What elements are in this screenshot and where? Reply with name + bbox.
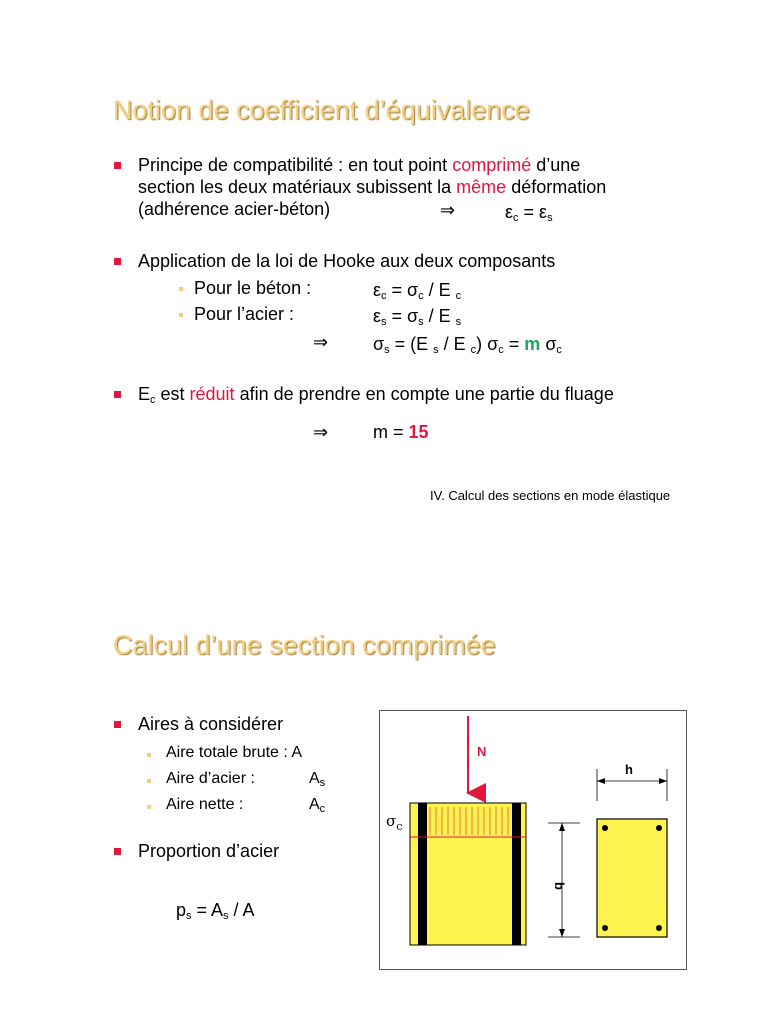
bullet1-line2: section les deux matériaux subissent la même déformation	[138, 177, 607, 197]
rebar-dot	[656, 825, 662, 831]
equation-m: $\sigma_s = (E$ $_s$ / E $_c$) $\sigma_c = m$ $\sigma_c$	[373, 334, 562, 356]
dimension-b-label: b	[552, 882, 567, 890]
slide2-bullet1: Aires à considérer	[138, 714, 284, 734]
m-value: 15	[408, 422, 429, 442]
implies-symbol: ⇒	[313, 332, 329, 352]
aire-nette-symbol: $A_c$	[309, 796, 326, 815]
column-elevation	[410, 803, 526, 945]
sub2-label: Pour l’acier :	[194, 304, 295, 324]
m-value-line: m = 15	[373, 422, 429, 442]
aire-totale: Aire totale brute : A	[166, 744, 303, 761]
aire-nette-label: Aire nette :	[166, 796, 244, 813]
bullet1-line1: Principe de compatibilité : en tout point comprimé d’une	[138, 155, 581, 175]
aire-acier-symbol: $A_s$	[309, 770, 326, 789]
column-diagram	[380, 711, 686, 969]
bullet2-text: Application de la loi de Hooke aux deux composants	[138, 251, 556, 271]
rebar-dot	[656, 925, 662, 931]
column-figure	[379, 710, 687, 970]
cross-section	[597, 819, 667, 937]
rebar-left	[418, 803, 427, 945]
sub-bullet-marker	[147, 779, 151, 783]
highlight-comprime: comprimé	[452, 155, 532, 175]
sigma-label: $\sigma_c$	[386, 812, 403, 833]
slide-footer: IV. Calcul des sections en mode élastique	[430, 488, 671, 503]
bullet-marker	[114, 848, 121, 855]
bullet3-text: $E_c$ est réduit afin de prendre en compte une partie du fluage	[138, 384, 614, 406]
sub1-label: Pour le béton :	[194, 278, 312, 298]
bullet-marker	[114, 258, 121, 265]
bullet1-line3: (adhérence acier-béton)	[138, 199, 331, 219]
highlight-meme: même	[456, 177, 507, 197]
implies-symbol: ⇒	[313, 422, 329, 442]
equation-beton: $\varepsilon_c = \sigma_c / E$ $_c$	[373, 280, 462, 302]
sub-bullet-marker	[147, 753, 151, 757]
proportion-formula: $p_s = A_s / A$	[176, 900, 255, 922]
slide2-bullet2: Proportion d’acier	[138, 841, 280, 861]
sub-bullet-marker	[179, 287, 183, 291]
slide2-title: Calcul d’une section comprimée	[113, 630, 496, 660]
implies-symbol: ⇒	[440, 200, 456, 220]
sub-bullet-marker	[147, 805, 151, 809]
sub-bullet-marker	[179, 313, 183, 317]
bullet-marker	[114, 721, 121, 728]
equation-compat: $\varepsilon_c = \varepsilon_s$	[505, 202, 553, 224]
rebar-right	[512, 803, 521, 945]
dimension-h-label: h	[625, 762, 633, 777]
highlight-reduit: réduit	[189, 384, 235, 404]
slide1-title: Notion de coefficient d’équivalence	[113, 95, 530, 125]
m-highlight: m	[524, 334, 541, 354]
bullet-marker	[114, 391, 121, 398]
aire-acier-label: Aire d’acier :	[166, 770, 255, 787]
rebar-dot	[602, 925, 608, 931]
rebar-dot	[602, 825, 608, 831]
bullet-marker	[114, 162, 121, 169]
load-label: N	[477, 744, 487, 759]
equation-acier: $\varepsilon_s = \sigma_s / E$ $_s$	[373, 306, 462, 328]
